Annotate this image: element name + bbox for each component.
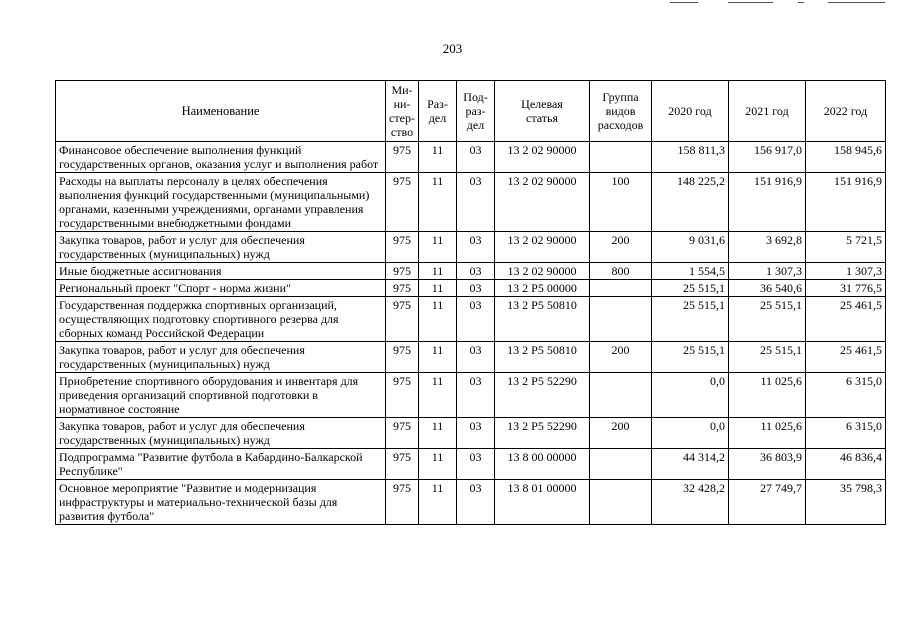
- cell-2022: 6 315,0: [806, 373, 886, 418]
- cell-2020: 25 515,1: [652, 297, 729, 342]
- cell-group: [590, 280, 652, 297]
- cell-ministry: 975: [386, 342, 419, 373]
- cell-target: 13 2 02 90000: [495, 263, 590, 280]
- cell-ministry: 975: [386, 173, 419, 232]
- cell-subsection: 03: [457, 280, 495, 297]
- table-header-row: [56, 81, 886, 142]
- cell-2020: 25 515,1: [652, 342, 729, 373]
- header-group: Группа видов расходов: [590, 81, 652, 142]
- cell-2020: 0,0: [652, 373, 729, 418]
- cell-target: 13 2 02 90000: [495, 173, 590, 232]
- table-row: [56, 449, 886, 480]
- cell-group: 800: [590, 263, 652, 280]
- top-edge-marks: [670, 0, 885, 6]
- cell-2020: 148 225,2: [652, 173, 729, 232]
- cell-2022: 6 315,0: [806, 418, 886, 449]
- cell-group: [590, 142, 652, 173]
- cell-group: 200: [590, 232, 652, 263]
- cell-ministry: 975: [386, 480, 419, 525]
- cell-subsection: 03: [457, 449, 495, 480]
- cell-name: Основное мероприятие "Развитие и модернизация инфраструктуры и материально-технической базы для развития футбола": [56, 480, 386, 525]
- cell-name: Расходы на выплаты персоналу в целях обеспечения выполнения функций государственными (муниципальными) органами, казенными учреждениями, органами управления государственными внебюджетными фондами: [56, 173, 386, 232]
- cell-section: 11: [419, 297, 457, 342]
- cell-ministry: 975: [386, 373, 419, 418]
- cell-ministry: 975: [386, 232, 419, 263]
- cell-section: 11: [419, 232, 457, 263]
- cell-subsection: 03: [457, 480, 495, 525]
- table-row: [56, 142, 886, 173]
- cell-section: 11: [419, 142, 457, 173]
- cell-2021: 36 803,9: [729, 449, 806, 480]
- cell-ministry: 975: [386, 449, 419, 480]
- cell-subsection: 03: [457, 263, 495, 280]
- header-2021: 2021 год: [729, 81, 806, 142]
- cell-subsection: 03: [457, 297, 495, 342]
- cell-2020: 158 811,3: [652, 142, 729, 173]
- table-row: [56, 232, 886, 263]
- table-row: [56, 480, 886, 525]
- cell-2021: 11 025,6: [729, 373, 806, 418]
- cell-2020: 44 314,2: [652, 449, 729, 480]
- page-number: 203: [442, 41, 463, 56]
- cell-2022: 35 798,3: [806, 480, 886, 525]
- table-row: [56, 342, 886, 373]
- cell-name: Подпрограмма "Развитие футбола в Кабардино-Балкарской Республике": [56, 449, 386, 480]
- cell-2022: 25 461,5: [806, 342, 886, 373]
- cell-target: 13 2 P5 50810: [495, 297, 590, 342]
- cell-2021: 25 515,1: [729, 342, 806, 373]
- cell-group: [590, 480, 652, 525]
- cell-section: 11: [419, 480, 457, 525]
- cell-subsection: 03: [457, 418, 495, 449]
- cell-subsection: 03: [457, 173, 495, 232]
- cell-2022: 46 836,4: [806, 449, 886, 480]
- cell-2021: 156 917,0: [729, 142, 806, 173]
- cell-name: Закупка товаров, работ и услуг для обеспечения государственных (муниципальных) нужд: [56, 418, 386, 449]
- cell-name: Закупка товаров, работ и услуг для обеспечения государственных (муниципальных) нужд: [56, 232, 386, 263]
- cell-ministry: 975: [386, 297, 419, 342]
- cell-group: [590, 373, 652, 418]
- cell-2022: 158 945,6: [806, 142, 886, 173]
- cell-target: 13 2 02 90000: [495, 232, 590, 263]
- table-row: [56, 418, 886, 449]
- cell-2022: 31 776,5: [806, 280, 886, 297]
- cell-section: 11: [419, 263, 457, 280]
- cell-2020: 32 428,2: [652, 480, 729, 525]
- cell-group: [590, 449, 652, 480]
- cell-ministry: 975: [386, 263, 419, 280]
- cell-2020: 1 554,5: [652, 263, 729, 280]
- cell-name: Закупка товаров, работ и услуг для обеспечения государственных (муниципальных) нужд: [56, 342, 386, 373]
- table-row: [56, 173, 886, 232]
- cell-ministry: 975: [386, 142, 419, 173]
- cell-group: [590, 297, 652, 342]
- cell-target: 13 2 P5 52290: [495, 373, 590, 418]
- cell-target: 13 2 02 90000: [495, 142, 590, 173]
- cell-section: 11: [419, 373, 457, 418]
- cell-2020: 0,0: [652, 418, 729, 449]
- header-name: Наименование: [56, 81, 386, 142]
- cell-name: Финансовое обеспечение выполнения функций государственных органов, оказания услуг и выполнения работ: [56, 142, 386, 173]
- cell-ministry: 975: [386, 280, 419, 297]
- cell-target: 13 2 P5 50810: [495, 342, 590, 373]
- cell-section: 11: [419, 418, 457, 449]
- cell-name: Государственная поддержка спортивных организаций, осуществляющих подготовку спортивного резерва для сборных команд Российской Федерации: [56, 297, 386, 342]
- cell-group: 200: [590, 418, 652, 449]
- cell-group: 200: [590, 342, 652, 373]
- header-2022: 2022 год: [806, 81, 886, 142]
- cell-section: 11: [419, 280, 457, 297]
- header-ministry: Ми- ни- стер- ство: [386, 81, 419, 142]
- cell-name: Региональный проект "Спорт - норма жизни": [56, 280, 386, 297]
- cell-2021: 36 540,6: [729, 280, 806, 297]
- cell-section: 11: [419, 449, 457, 480]
- cell-target: 13 8 00 00000: [495, 449, 590, 480]
- cell-group: 100: [590, 173, 652, 232]
- cell-2020: 9 031,6: [652, 232, 729, 263]
- cell-subsection: 03: [457, 232, 495, 263]
- cell-2021: 27 749,7: [729, 480, 806, 525]
- table-row: [56, 263, 886, 280]
- budget-table: [55, 80, 886, 525]
- header-target: Целевая статья: [495, 81, 590, 142]
- cell-target: 13 2 P5 52290: [495, 418, 590, 449]
- table-row: [56, 280, 886, 297]
- cell-subsection: 03: [457, 142, 495, 173]
- cell-2022: 151 916,9: [806, 173, 886, 232]
- cell-2021: 3 692,8: [729, 232, 806, 263]
- cell-2021: 25 515,1: [729, 297, 806, 342]
- cell-name: Приобретение спортивного оборудования и инвентаря для приведения организаций спортивной подготовки в нормативное состояние: [56, 373, 386, 418]
- header-section: Раз- дел: [419, 81, 457, 142]
- cell-target: 13 2 P5 00000: [495, 280, 590, 297]
- cell-subsection: 03: [457, 373, 495, 418]
- cell-2022: 25 461,5: [806, 297, 886, 342]
- cell-section: 11: [419, 342, 457, 373]
- cell-name: Иные бюджетные ассигнования: [56, 263, 386, 280]
- header-2020: 2020 год: [652, 81, 729, 142]
- cell-2021: 11 025,6: [729, 418, 806, 449]
- cell-target: 13 8 01 00000: [495, 480, 590, 525]
- cell-ministry: 975: [386, 418, 419, 449]
- table-row: [56, 297, 886, 342]
- cell-section: 11: [419, 173, 457, 232]
- cell-2021: 1 307,3: [729, 263, 806, 280]
- cell-2020: 25 515,1: [652, 280, 729, 297]
- table-row: [56, 373, 886, 418]
- cell-2022: 5 721,5: [806, 232, 886, 263]
- cell-2021: 151 916,9: [729, 173, 806, 232]
- header-subsection: Под- раз- дел: [457, 81, 495, 142]
- cell-subsection: 03: [457, 342, 495, 373]
- cell-2022: 1 307,3: [806, 263, 886, 280]
